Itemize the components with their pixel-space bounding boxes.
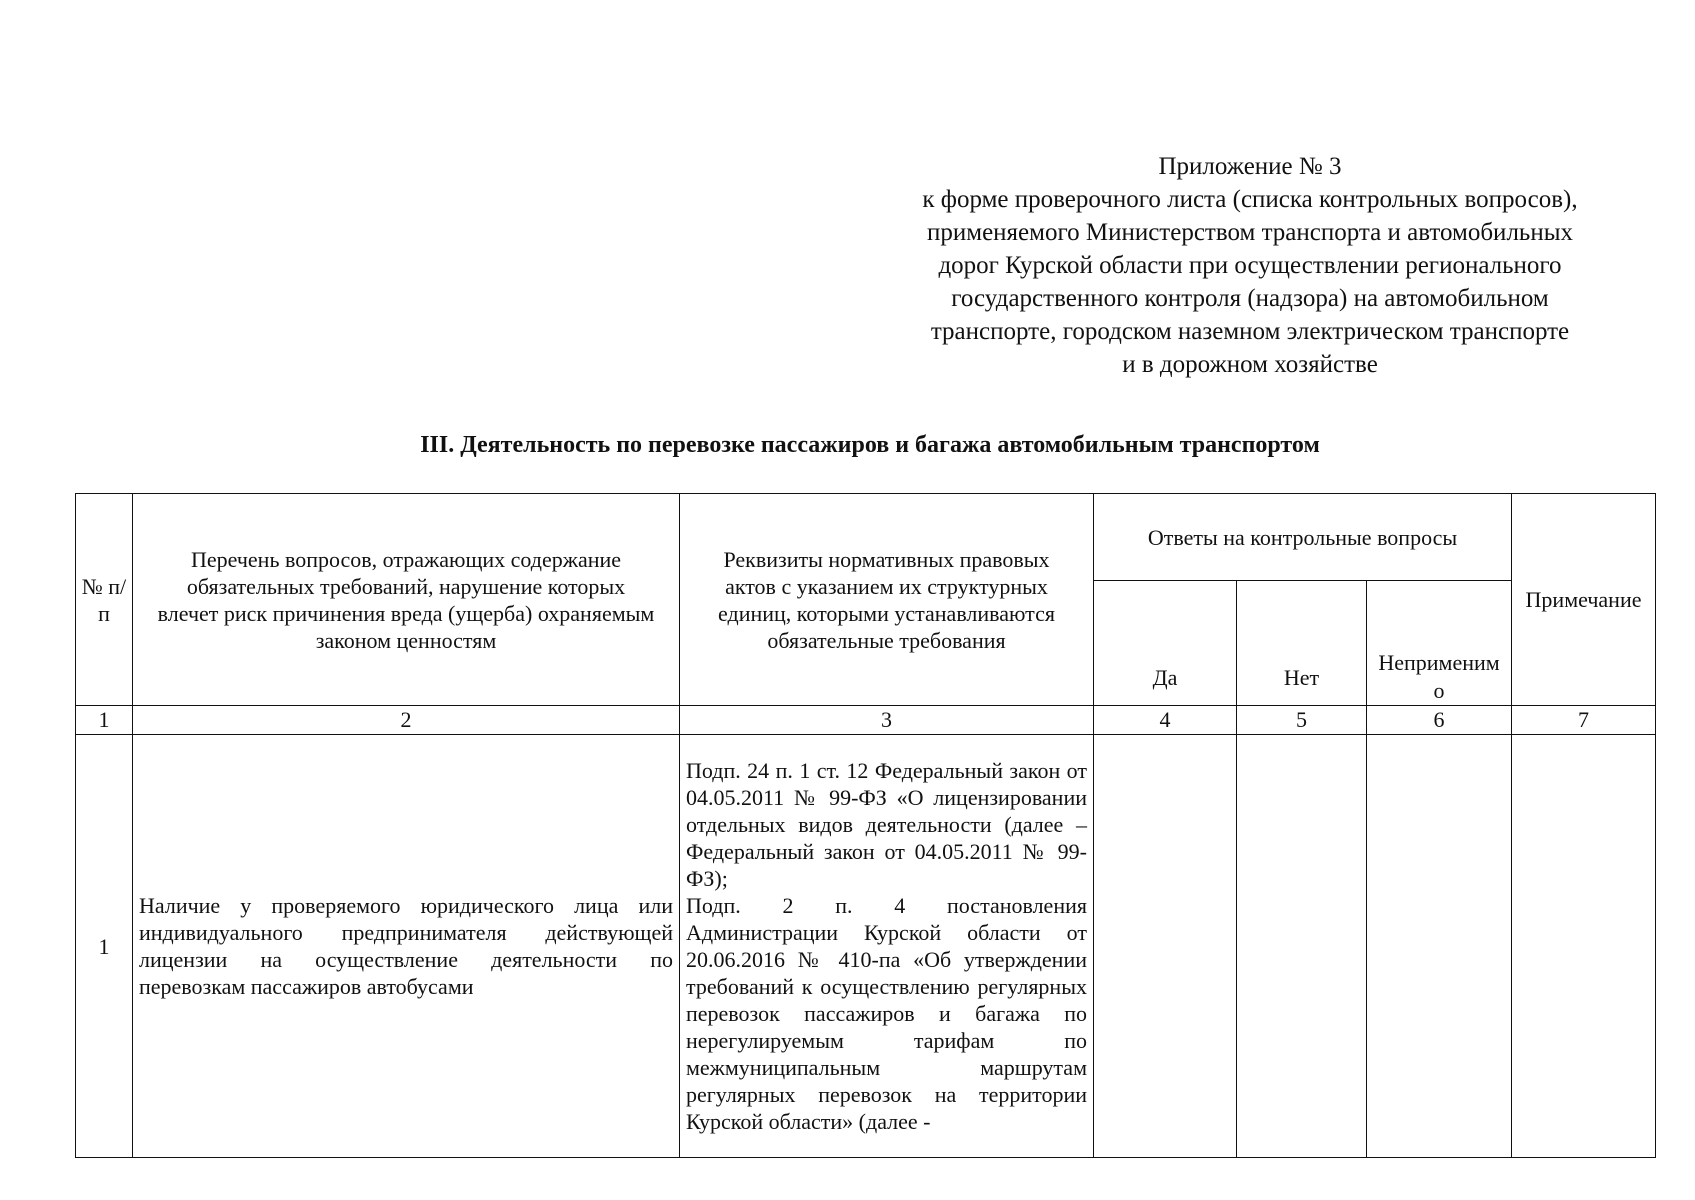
checklist-table (75, 493, 1656, 1158)
section-title: III. Деятельность по перевозке пассажиров и багажа автомобильным транспортом (420, 432, 1320, 458)
appendix-line: применяемого Министерством транспорта и автомобильных (926, 219, 1573, 246)
header-not-applicable: Неприменимо (1367, 581, 1512, 706)
header-yes: Да (1094, 581, 1237, 706)
table-row (76, 735, 1656, 1158)
column-number: 4 (1094, 706, 1237, 735)
column-number: 5 (1237, 706, 1367, 735)
note-cell[interactable] (1512, 735, 1656, 1158)
column-number: 6 (1367, 706, 1512, 735)
row-question: Наличие у проверяемого юридического лица или индивидуального предпринимателя действующей лицензии на осуществление деятельности по перевозкам пассажиров автобусами (133, 735, 680, 1158)
header-note: Примечание (1512, 494, 1656, 706)
appendix-header (870, 150, 1630, 381)
header-num: № п/п (76, 494, 133, 706)
header-questions: Перечень вопросов, отражающих содержание обязательных требований, нарушение которых влечет риск причинения вреда (ущерба) охраняемым законом ценностям (133, 494, 680, 706)
answer-not-applicable-cell[interactable] (1367, 735, 1512, 1158)
appendix-line: к форме проверочного листа (списка контрольных вопросов), (922, 186, 1578, 213)
answer-no-cell[interactable] (1237, 735, 1367, 1158)
header-requisites: Реквизиты нормативных правовых актов с указанием их структурных единиц, которыми устанавливаются обязательные требования (680, 494, 1094, 706)
column-number: 3 (680, 706, 1094, 735)
appendix-line: транспорте, городском наземном электрическом транспорте (930, 318, 1570, 345)
header-answers: Ответы на контрольные вопросы (1094, 494, 1512, 581)
requisites-paragraph: Подп. 24 п. 1 ст. 12 Федеральный закон от 04.05.2011 № 99-ФЗ «О лицензировании отдельных видов деятельности (далее – Федеральный закон от 04.05.2011 № 99-ФЗ); (686, 758, 1087, 891)
appendix-line: государственного контроля (надзора) на автомобильном (951, 285, 1549, 312)
header-no: Нет (1237, 581, 1367, 706)
answer-yes-cell[interactable] (1094, 735, 1237, 1158)
column-number: 7 (1512, 706, 1656, 735)
row-num: 1 (76, 735, 133, 1158)
appendix-line: дорог Курской области при осуществлении регионального (938, 252, 1562, 279)
requisites-paragraph: Подп. 2 п. 4 постановления Администрации Курской области от 20.06.2016 № 410-па «Об утверждении требований к осуществлению регулярных перевозок пассажиров и багажа по нерегулируемым тарифам по межмуниципальным маршрутам регулярных перевозок на территории Курской области» (далее - (686, 893, 1087, 1134)
column-number: 2 (133, 706, 680, 735)
row-requisites (680, 735, 1094, 1158)
column-number: 1 (76, 706, 133, 735)
appendix-line: Приложение № 3 (1158, 153, 1342, 180)
appendix-line: и в дорожном хозяйстве (1122, 351, 1378, 378)
